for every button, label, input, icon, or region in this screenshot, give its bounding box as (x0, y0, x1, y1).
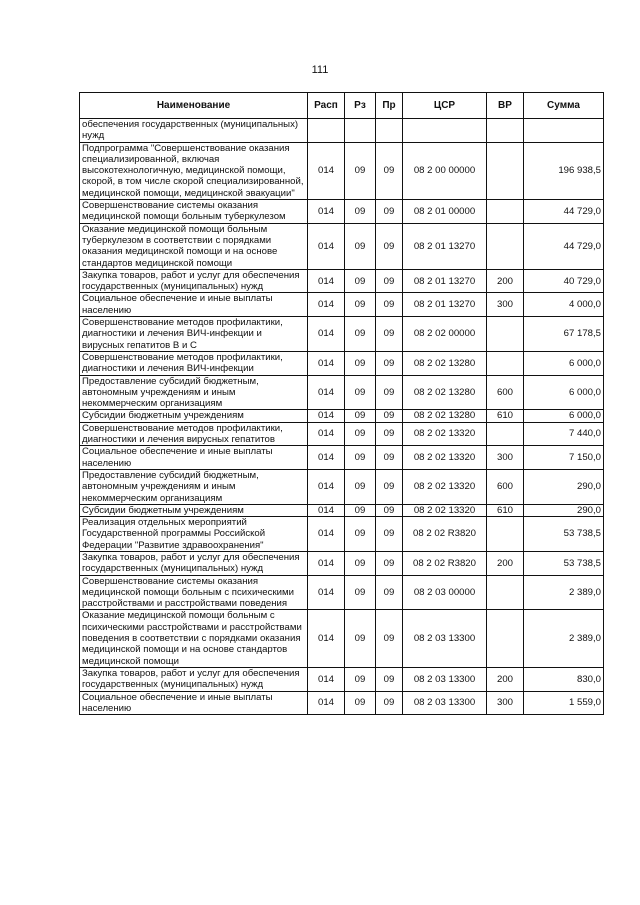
cell-name: Оказание медицинской помощи больным с психическими расстройствами и расстройствами поведения в соответствии с порядками оказания медицинской помощи и на основе стандартов медицинской помощи (80, 610, 308, 667)
cell-sum (524, 119, 604, 143)
table-header-row (80, 93, 604, 119)
cell-name: Социальное обеспечение и иные выплаты населению (80, 293, 308, 317)
table-row (80, 446, 604, 470)
page-number: 111 (311, 64, 329, 76)
cell-rasp (308, 119, 345, 143)
cell-vr (487, 317, 524, 352)
cell-vr: 200 (487, 667, 524, 691)
cell-csr: 08 2 01 13270 (403, 293, 487, 317)
cell-rz: 09 (345, 269, 376, 293)
cell-pr: 09 (376, 610, 403, 667)
cell-pr: 09 (376, 422, 403, 446)
cell-sum: 2 389,0 (524, 575, 604, 610)
table-row (80, 223, 604, 269)
table-row (80, 667, 604, 691)
cell-pr: 09 (376, 317, 403, 352)
cell-vr: 200 (487, 269, 524, 293)
cell-pr: 09 (376, 351, 403, 375)
cell-csr: 08 2 02 R3820 (403, 517, 487, 552)
cell-csr: 08 2 01 00000 (403, 200, 487, 224)
cell-rasp: 014 (308, 269, 345, 293)
table-row (80, 200, 604, 224)
cell-csr: 08 2 00 00000 (403, 142, 487, 199)
cell-name: Предоставление субсидий бюджетным, автономным учреждениям и иным некоммерческим организациям (80, 375, 308, 410)
cell-rz: 09 (345, 422, 376, 446)
cell-csr: 08 2 03 13300 (403, 691, 487, 715)
cell-pr: 09 (376, 269, 403, 293)
table-row (80, 317, 604, 352)
cell-sum: 53 738,5 (524, 551, 604, 575)
cell-name: Совершенствование системы оказания медицинской помощи больным с психическими расстройствами и расстройствами поведения (80, 575, 308, 610)
cell-csr: 08 2 03 13300 (403, 610, 487, 667)
cell-vr: 300 (487, 293, 524, 317)
cell-rasp: 014 (308, 351, 345, 375)
table-row (80, 551, 604, 575)
cell-sum: 44 729,0 (524, 200, 604, 224)
cell-rz: 09 (345, 375, 376, 410)
cell-vr: 600 (487, 469, 524, 504)
cell-name: Совершенствование методов профилактики, диагностики и лечения ВИЧ-инфекции (80, 351, 308, 375)
budget-table (79, 92, 604, 715)
cell-rasp: 014 (308, 375, 345, 410)
cell-rz: 09 (345, 200, 376, 224)
cell-csr: 08 2 03 00000 (403, 575, 487, 610)
table-row (80, 375, 604, 410)
cell-sum: 830,0 (524, 667, 604, 691)
table-row (80, 351, 604, 375)
cell-csr: 08 2 02 R3820 (403, 551, 487, 575)
table-row (80, 119, 604, 143)
table-row (80, 410, 604, 422)
cell-rasp: 014 (308, 293, 345, 317)
cell-name: Закупка товаров, работ и услуг для обеспечения государственных (муниципальных) нужд (80, 551, 308, 575)
cell-rasp: 014 (308, 410, 345, 422)
cell-rasp: 014 (308, 317, 345, 352)
cell-csr: 08 2 02 13280 (403, 375, 487, 410)
cell-sum: 6 000,0 (524, 375, 604, 410)
cell-rasp: 014 (308, 469, 345, 504)
cell-vr: 600 (487, 375, 524, 410)
cell-sum: 4 000,0 (524, 293, 604, 317)
cell-pr: 09 (376, 410, 403, 422)
cell-sum: 290,0 (524, 469, 604, 504)
cell-sum: 6 000,0 (524, 410, 604, 422)
cell-name: обеспечения государственных (муниципальных) нужд (80, 119, 308, 143)
cell-sum: 40 729,0 (524, 269, 604, 293)
cell-sum: 44 729,0 (524, 223, 604, 269)
cell-rz: 09 (345, 351, 376, 375)
cell-vr (487, 119, 524, 143)
cell-pr: 09 (376, 469, 403, 504)
cell-pr: 09 (376, 551, 403, 575)
table-row (80, 142, 604, 199)
cell-name: Закупка товаров, работ и услуг для обеспечения государственных (муниципальных) нужд (80, 269, 308, 293)
cell-rasp: 014 (308, 422, 345, 446)
table-row (80, 293, 604, 317)
table-row (80, 422, 604, 446)
cell-rasp: 014 (308, 446, 345, 470)
table-row (80, 469, 604, 504)
cell-name: Совершенствование методов профилактики, диагностики и лечения вирусных гепатитов (80, 422, 308, 446)
cell-name: Совершенствование системы оказания медицинской помощи больным туберкулезом (80, 200, 308, 224)
cell-name: Субсидии бюджетным учреждениям (80, 504, 308, 516)
cell-rz: 09 (345, 410, 376, 422)
cell-rasp: 014 (308, 691, 345, 715)
cell-vr (487, 223, 524, 269)
cell-pr: 09 (376, 293, 403, 317)
cell-rz: 09 (345, 551, 376, 575)
cell-rasp: 014 (308, 517, 345, 552)
cell-name: Подпрограмма "Совершенствование оказания специализированной, включая высокотехнологичную, медицинской помощи, скорой, в том числе скорой специализированной, медицинской помощи, медицинской эвакуации" (80, 142, 308, 199)
header-rasp: Расп (308, 93, 345, 119)
cell-name: Закупка товаров, работ и услуг для обеспечения государственных (муниципальных) нужд (80, 667, 308, 691)
cell-name: Социальное обеспечение и иные выплаты населению (80, 446, 308, 470)
table-row (80, 691, 604, 715)
cell-vr: 200 (487, 551, 524, 575)
cell-rasp: 014 (308, 575, 345, 610)
cell-pr: 09 (376, 667, 403, 691)
cell-pr: 09 (376, 200, 403, 224)
cell-rasp: 014 (308, 223, 345, 269)
table-row (80, 504, 604, 516)
cell-pr: 09 (376, 504, 403, 516)
cell-pr: 09 (376, 446, 403, 470)
cell-name: Социальное обеспечение и иные выплаты населению (80, 691, 308, 715)
cell-rasp: 014 (308, 200, 345, 224)
table-row (80, 575, 604, 610)
table-row (80, 610, 604, 667)
cell-csr (403, 119, 487, 143)
cell-rz: 09 (345, 446, 376, 470)
cell-pr: 09 (376, 142, 403, 199)
cell-vr (487, 422, 524, 446)
cell-rz: 09 (345, 469, 376, 504)
cell-name: Субсидии бюджетным учреждениям (80, 410, 308, 422)
cell-sum: 6 000,0 (524, 351, 604, 375)
header-pr: Пр (376, 93, 403, 119)
cell-sum: 53 738,5 (524, 517, 604, 552)
header-vr: ВР (487, 93, 524, 119)
cell-csr: 08 2 02 13320 (403, 504, 487, 516)
cell-vr (487, 517, 524, 552)
cell-csr: 08 2 01 13270 (403, 269, 487, 293)
table-row (80, 517, 604, 552)
cell-csr: 08 2 03 13300 (403, 667, 487, 691)
header-rz: Рз (345, 93, 376, 119)
cell-name: Предоставление субсидий бюджетным, автономным учреждениям и иным некоммерческим организациям (80, 469, 308, 504)
cell-rz: 09 (345, 517, 376, 552)
cell-rz: 09 (345, 293, 376, 317)
header-sum: Сумма (524, 93, 604, 119)
cell-rz: 09 (345, 691, 376, 715)
cell-rz: 09 (345, 142, 376, 199)
table-row (80, 269, 604, 293)
cell-rasp: 014 (308, 610, 345, 667)
cell-csr: 08 2 02 13320 (403, 422, 487, 446)
cell-sum: 290,0 (524, 504, 604, 516)
header-name: Наименование (80, 93, 308, 119)
cell-sum: 7 150,0 (524, 446, 604, 470)
cell-vr: 610 (487, 410, 524, 422)
cell-rz: 09 (345, 667, 376, 691)
cell-csr: 08 2 02 13280 (403, 410, 487, 422)
cell-rz: 09 (345, 575, 376, 610)
cell-name: Оказание медицинской помощи больным туберкулезом в соответствии с порядками оказания медицинской помощи и на основе стандартов медицинской помощи (80, 223, 308, 269)
cell-rz: 09 (345, 317, 376, 352)
cell-vr: 610 (487, 504, 524, 516)
cell-sum: 7 440,0 (524, 422, 604, 446)
cell-vr: 300 (487, 446, 524, 470)
cell-rz (345, 119, 376, 143)
cell-csr: 08 2 01 13270 (403, 223, 487, 269)
header-csr: ЦСР (403, 93, 487, 119)
cell-vr (487, 142, 524, 199)
cell-pr: 09 (376, 691, 403, 715)
cell-csr: 08 2 02 00000 (403, 317, 487, 352)
cell-vr (487, 200, 524, 224)
cell-vr: 300 (487, 691, 524, 715)
cell-pr: 09 (376, 575, 403, 610)
cell-rz: 09 (345, 610, 376, 667)
cell-vr (487, 575, 524, 610)
cell-pr: 09 (376, 517, 403, 552)
cell-rz: 09 (345, 223, 376, 269)
cell-sum: 67 178,5 (524, 317, 604, 352)
cell-rasp: 014 (308, 667, 345, 691)
table-body (80, 119, 604, 715)
cell-name: Совершенствование методов профилактики, диагностики и лечения ВИЧ-инфекции и вирусных гепатитов В и С (80, 317, 308, 352)
cell-pr: 09 (376, 375, 403, 410)
cell-rz: 09 (345, 504, 376, 516)
cell-sum: 2 389,0 (524, 610, 604, 667)
cell-name: Реализация отдельных мероприятий Государственной программы Российской Федерации "Развитие здравоохранения" (80, 517, 308, 552)
cell-csr: 08 2 02 13320 (403, 469, 487, 504)
cell-rasp: 014 (308, 551, 345, 575)
cell-sum: 196 938,5 (524, 142, 604, 199)
cell-csr: 08 2 02 13320 (403, 446, 487, 470)
cell-sum: 1 559,0 (524, 691, 604, 715)
cell-vr (487, 610, 524, 667)
cell-pr (376, 119, 403, 143)
cell-vr (487, 351, 524, 375)
cell-rasp: 014 (308, 504, 345, 516)
cell-csr: 08 2 02 13280 (403, 351, 487, 375)
cell-rasp: 014 (308, 142, 345, 199)
cell-pr: 09 (376, 223, 403, 269)
